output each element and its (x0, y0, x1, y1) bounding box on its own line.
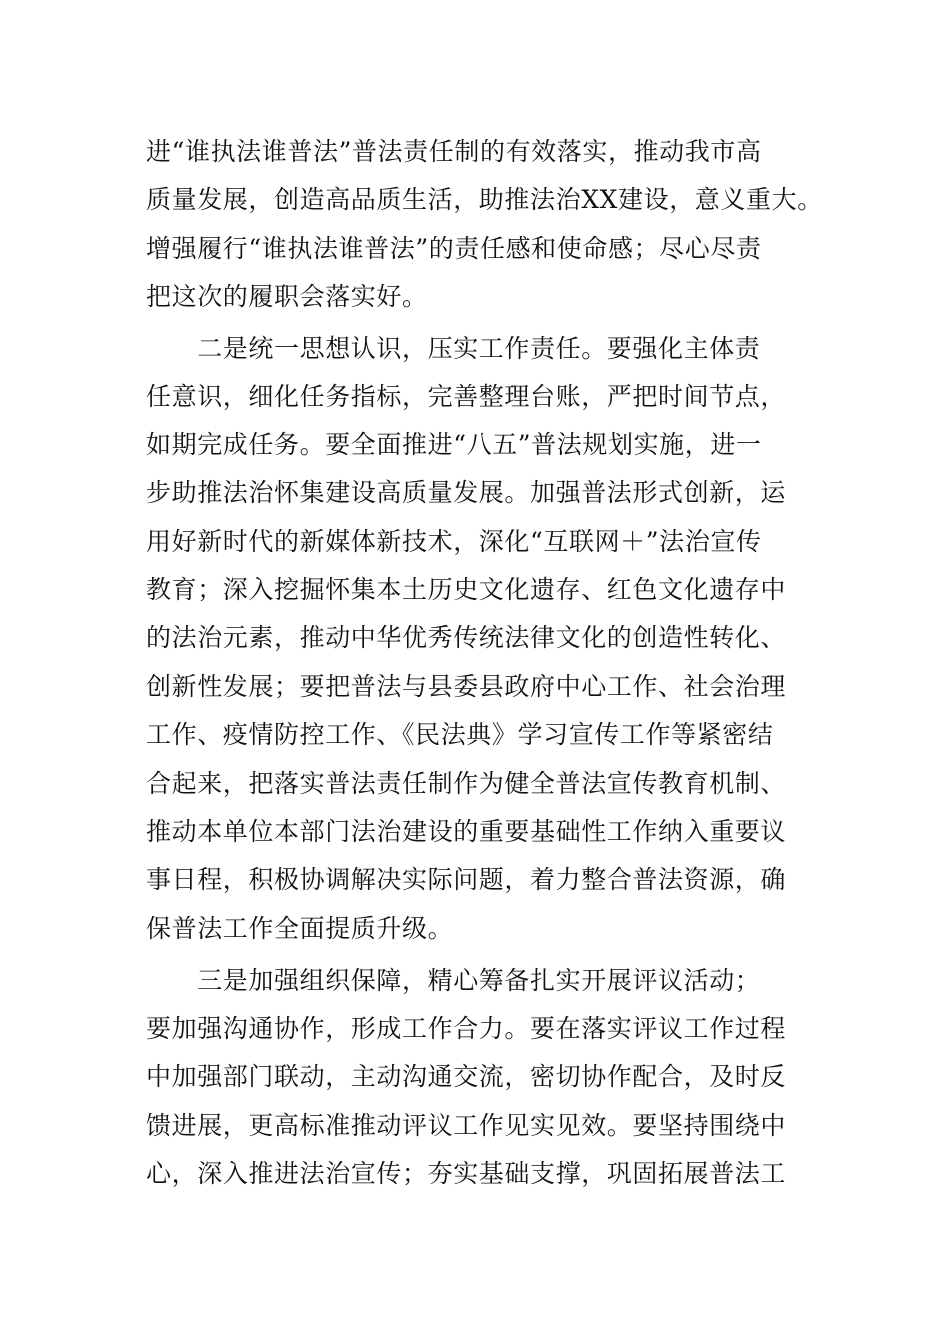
text-line: 工作、疫情防控工作、《民法典》学习宣传工作等紧密结 (146, 720, 774, 749)
text-line: 保普法工作全面提质升级。 (146, 914, 454, 943)
text-line: 事日程，积极协调解决实际问题，着力整合普法资源，确 (146, 865, 787, 894)
text-line: 如期完成任务。要全面推进“八五”普法规划实施，进一 (146, 430, 762, 459)
text-line: 心，深入推进法治宣传；夯实基础支撑，巩固拓展普法工 (146, 1159, 787, 1188)
text-line: 创新性发展；要把普法与县委县政府中心工作、社会治理 (146, 672, 787, 701)
text-line: 合起来，把落实普法责任制作为健全普法宣传教育机制、 (146, 769, 787, 798)
text-line: 进“谁执法谁普法”普法责任制的有效落实，推动我市高 (146, 137, 762, 166)
text-line: 馈进展，更高标准推动评议工作见实见效。要坚持围绕中 (146, 1111, 787, 1140)
text-line: 中加强部门联动，主动沟通交流，密切协作配合，及时反 (146, 1062, 787, 1091)
text-line: 推动本单位本部门法治建设的重要基础性工作纳入重要议 (146, 817, 787, 846)
text-line: 要加强沟通协作，形成工作合力。要在落实评议工作过程 (146, 1014, 787, 1043)
text-line: 质量发展，创造高品质生活，助推法治XX建设，意义重大。 (146, 185, 823, 214)
paragraph-start-line: 三是加强组织保障，精心筹备扎实开展评议活动； (146, 966, 761, 995)
text-line: 用好新时代的新媒体新技术，深化“互联网＋”法治宣传 (146, 527, 762, 556)
text-line: 的法治元素，推动中华优秀传统法律文化的创造性转化、 (146, 623, 787, 652)
text-line: 增强履行“谁执法谁普法”的责任感和使命感；尽心尽责 (146, 234, 762, 263)
paragraph-start-line: 二是统一思想认识，压实工作责任。要强化主体责 (146, 334, 761, 363)
text-line: 任意识，细化任务指标，完善整理台账，严把时间节点， (146, 382, 787, 411)
text-line: 教育；深入挖掘怀集本土历史文化遗存、红色文化遗存中 (146, 575, 787, 604)
text-line: 步助推法治怀集建设高质量发展。加强普法形式创新，运 (146, 478, 787, 507)
text-line: 把这次的履职会落实好。 (146, 282, 428, 311)
